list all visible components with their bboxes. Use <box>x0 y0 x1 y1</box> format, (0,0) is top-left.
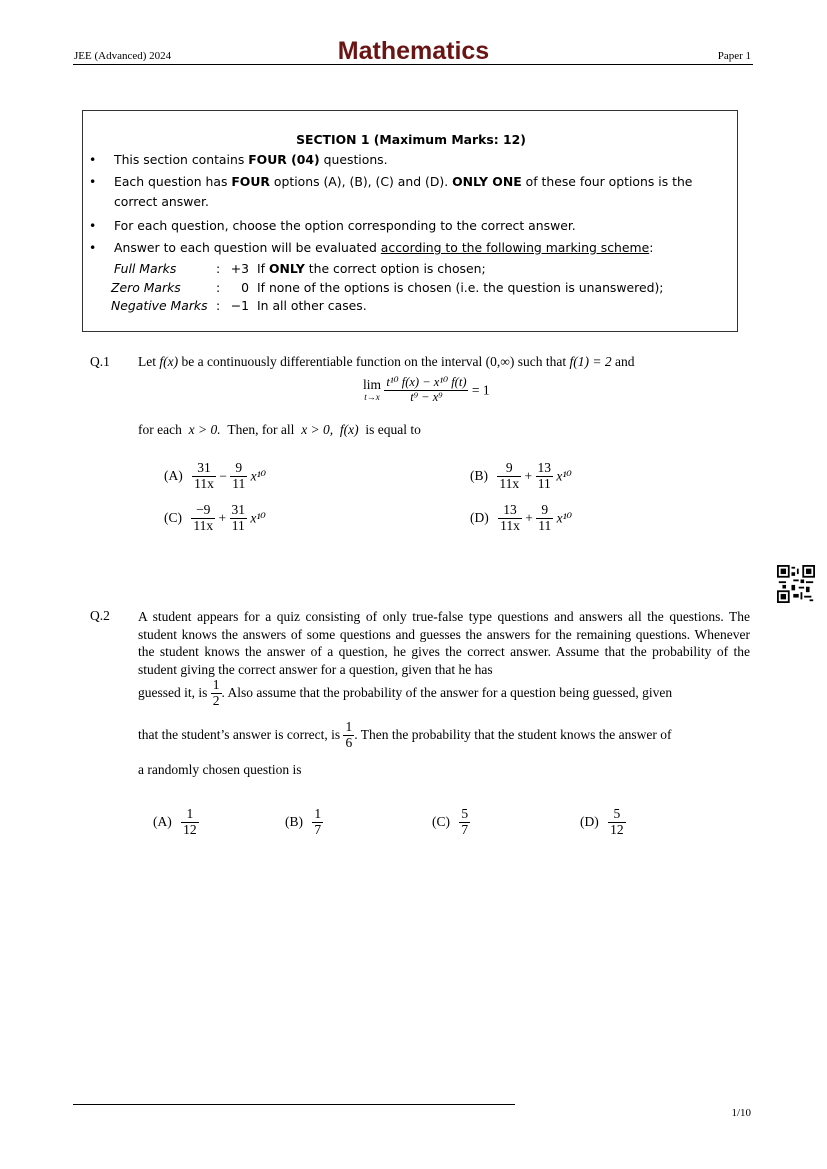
question-1-line-2: for each x > 0. Then, for all x > 0, f(x) is equal to <box>138 422 421 437</box>
instruction-bullet: • For each question, choose the option corresponding to the correct answer. <box>89 218 576 233</box>
section-instructions-box: SECTION 1 (Maximum Marks: 12) • This section contains FOUR (04) questions. • Each question has FOUR options (A), (B), (C) and (D). ONLY ONE of these four options is the correct answer. • For each question, choose the option corresponding to the correct answer. • Answer to each question will be evaluated according to the following marking scheme: Full Marks : +3 If ONLY the correct option is chosen; Zero Marks : 0 If none of the options is chosen (i.e. the question is unanswered); Negative Marks : −1 In all other cases. <box>82 110 738 332</box>
q1-option-b[interactable]: (B) $\frac{9}{11x}$ + $\frac{13}{11}$ x¹⁰ <box>470 460 572 491</box>
instruction-bullet: • Each question has FOUR options (A), (B), (C) and (D). ONLY ONE of these four options is the correct answer. <box>89 174 693 209</box>
exam-name: JEE (Advanced) 2024 <box>74 50 172 62</box>
question-2-line-7: a randomly chosen question is <box>138 762 302 777</box>
q1-option-c[interactable]: (C) $\frac{-9}{11x}$ + $\frac{31}{11}$ x¹⁰ <box>164 502 266 533</box>
footer-divider <box>73 1104 515 1105</box>
q1-option-a[interactable]: (A) $\frac{31}{11x}$ − $\frac{9}{11}$ x¹⁰ <box>164 460 267 491</box>
question-2-paragraph: A student appears for a quiz consisting of only true-false type questions and answers all the questions. The student knows the answers of some questions and guesses the answers for the remaining questions. Whenever the student knows the answer of a question, he gives the correct answer. Assume that the probability of the student giving the correct answer for a question, given that he has <box>138 609 750 677</box>
question-2-line-6: that the student’s answer is correct, is $\frac{1}{6}$ . Then the probability that the student knows the answer of <box>138 719 672 750</box>
page-number: 1/10 <box>731 1107 751 1119</box>
q2-option-d[interactable]: (D) $\frac{5}{12}$ <box>580 806 624 837</box>
qr-code-icon <box>777 565 815 603</box>
question-number: Q.2 <box>90 608 110 623</box>
limit-equation: lim t→x $\frac{\text{t¹⁰ f(x) − x¹⁰ f(t)}}{\text{t⁹ − x⁹}}$ = 1 <box>363 375 490 404</box>
question-number: Q.1 <box>90 354 110 369</box>
header-divider <box>73 64 753 65</box>
q2-option-c[interactable]: (C) $\frac{5}{7}$ <box>432 806 469 837</box>
instruction-bullet: • Answer to each question will be evaluated according to the following marking scheme: <box>89 240 654 255</box>
q1-option-d[interactable]: (D) $\frac{13}{11x}$ + $\frac{9}{11}$ x¹⁰ <box>470 502 573 533</box>
page-title: Mathematics <box>337 37 490 65</box>
instruction-bullet: • This section contains FOUR (04) questions. <box>89 152 388 167</box>
question-2-line-5: guessed it, is $\frac{1}{2}$ . Also assume that the probability of the answer for a question being guessed, given <box>138 677 673 708</box>
paper-label: Paper 1 <box>717 50 751 62</box>
question-1-line-1: Let f(x) be a continuously differentiable function on the interval (0,∞) such that f(1) = 2 and <box>138 354 635 369</box>
q2-option-a[interactable]: (A) $\frac{1}{12}$ <box>153 806 197 837</box>
section-title: SECTION 1 (Maximum Marks: 12) <box>296 132 526 147</box>
q2-option-b[interactable]: (B) $\frac{1}{7}$ <box>285 806 322 837</box>
